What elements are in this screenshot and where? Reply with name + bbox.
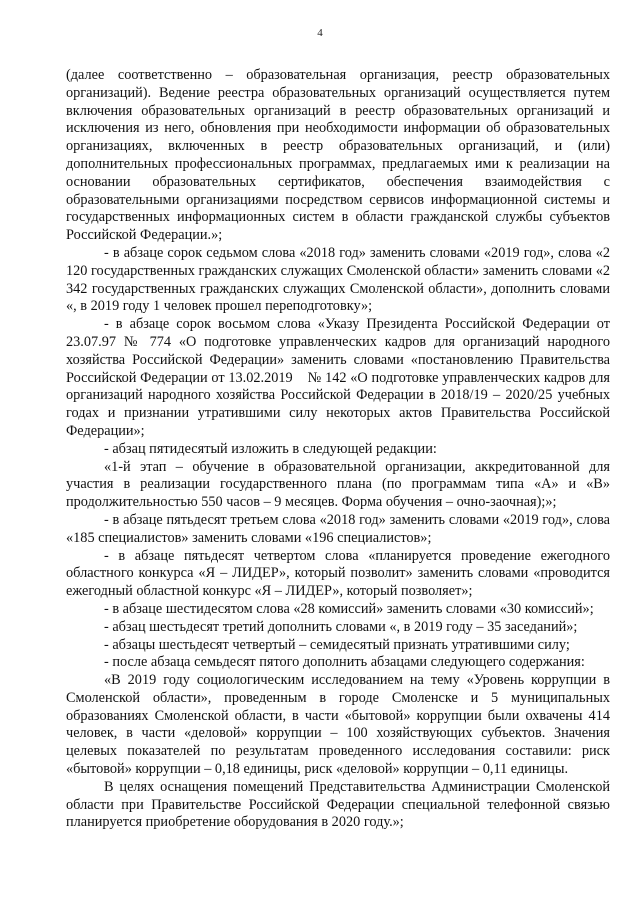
paragraph-corruption-study: «В 2019 году социологическим исследованием на тему «Уровень коррупции в Смоленской области», проведенным в городе Смоленске и 5 муниципальных образованиях Смоленской области, в части «бытовой» коррупции были охвачены 414 человек, в части «деловой» коррупции – 100 хозяйствующих субъектов. Значения целевых показателей по результатам проведенного исследования составили: риск «бытовой» коррупции – 0,18 единицы, риск «деловой» коррупции – 0,11 единицы. [66,672,614,778]
paragraph-abzac-47: - в абзаце сорок седьмом слова «2018 год» заменить словами «2019 год», слова «2 120 государственных гражданских служащих Смоленской области» заменить словами «2 342 государственных гражданских служащих Смоленской области», дополнить словами «, в 2019 году 1 человек прошел переподготовку»; [66,244,614,315]
paragraph-abzac-50-intro: - абзац пятидесятый изложить в следующей редакции: [104,440,437,457]
document-body [66,67,614,832]
paragraph-abzac-48: - в абзаце сорок восьмом слова «Указу Президента Российской Федерации от 23.07.97 № 774 «О подготовке управленческих кадров для организаций народного хозяйства Российской Федерации» заменить словами «постановлению Правительства Российской Федерации от 13.02.2019 № 142 «О подготовке управленческих кадров для организаций народного хозяйства Российской Федерации в 2018/19 – 2020/25 учебных годах и признании утратившими силу некоторых актов Правительства Российской Федерации»; [66,316,614,439]
paragraph-abzac-60: - в абзаце шестидесятом слова «28 комиссий» заменить словами «30 комиссий»; [104,600,594,617]
paragraph-abzac-75: - после абзаца семьдесят пятого дополнить абзацами следующего содержания: [104,654,585,671]
paragraph-abzac-63: - абзац шестьдесят третий дополнить словами «, в 2019 году – 35 заседаний»; [104,618,578,635]
page-number: 4 [317,27,323,39]
paragraph-abzac-50-text: «1-й этап – обучение в образовательной организации, аккредитованной для участия в реализации государственного плана (по программам типа «А» и «В» продолжительностью 550 часов – 9 месяцев. Форма обучения – очно-заочная);»; [66,458,614,511]
paragraph-abzac-53: - в абзаце пятьдесят третьем слова «2018 год» заменить словами «2019 год», слова «185 специалистов» заменить словами «196 специалистов»; [66,511,614,546]
paragraph-abzac-64-70: - абзацы шестьдесят четвертый – семидесятый признать утратившими силу; [104,636,570,653]
paragraph-abzac-54: - в абзаце пятьдесят четвертом слова «планируется проведение ежегодного областного конкурса «Я – ЛИДЕР», который позволит» заменить словами «проводится ежегодный областной конкурс «Я – ЛИДЕР», который позволяет»; [66,547,614,600]
paragraph-representation-equipment: В целях оснащения помещений Представительства Администрации Смоленской области при Правительстве Российской Федерации специальной телефонной связью планируется приобретение оборудования в 2020 году.»; [66,778,614,831]
paragraph-reestr-continuation: (далее соответственно – образовательная организация, реестр образовательных организаций). Ведение реестра образовательных организаций осуществляется путем включения образовательных организаций в реестр образовательных организаций и исключения из него, обновления при необходимости информации об образовательных организациях, включенных в реестр образовательных организаций, и (или) дополнительных профессиональных программах, предлагаемых ими к реализации на основании образовательных сертификатов, обеспечения взаимодействия с образовательными организациями посредством сервисов информационной системы и государственных информационных систем в области гражданской службы субъектов Российской Федерации.»; [66,67,614,244]
